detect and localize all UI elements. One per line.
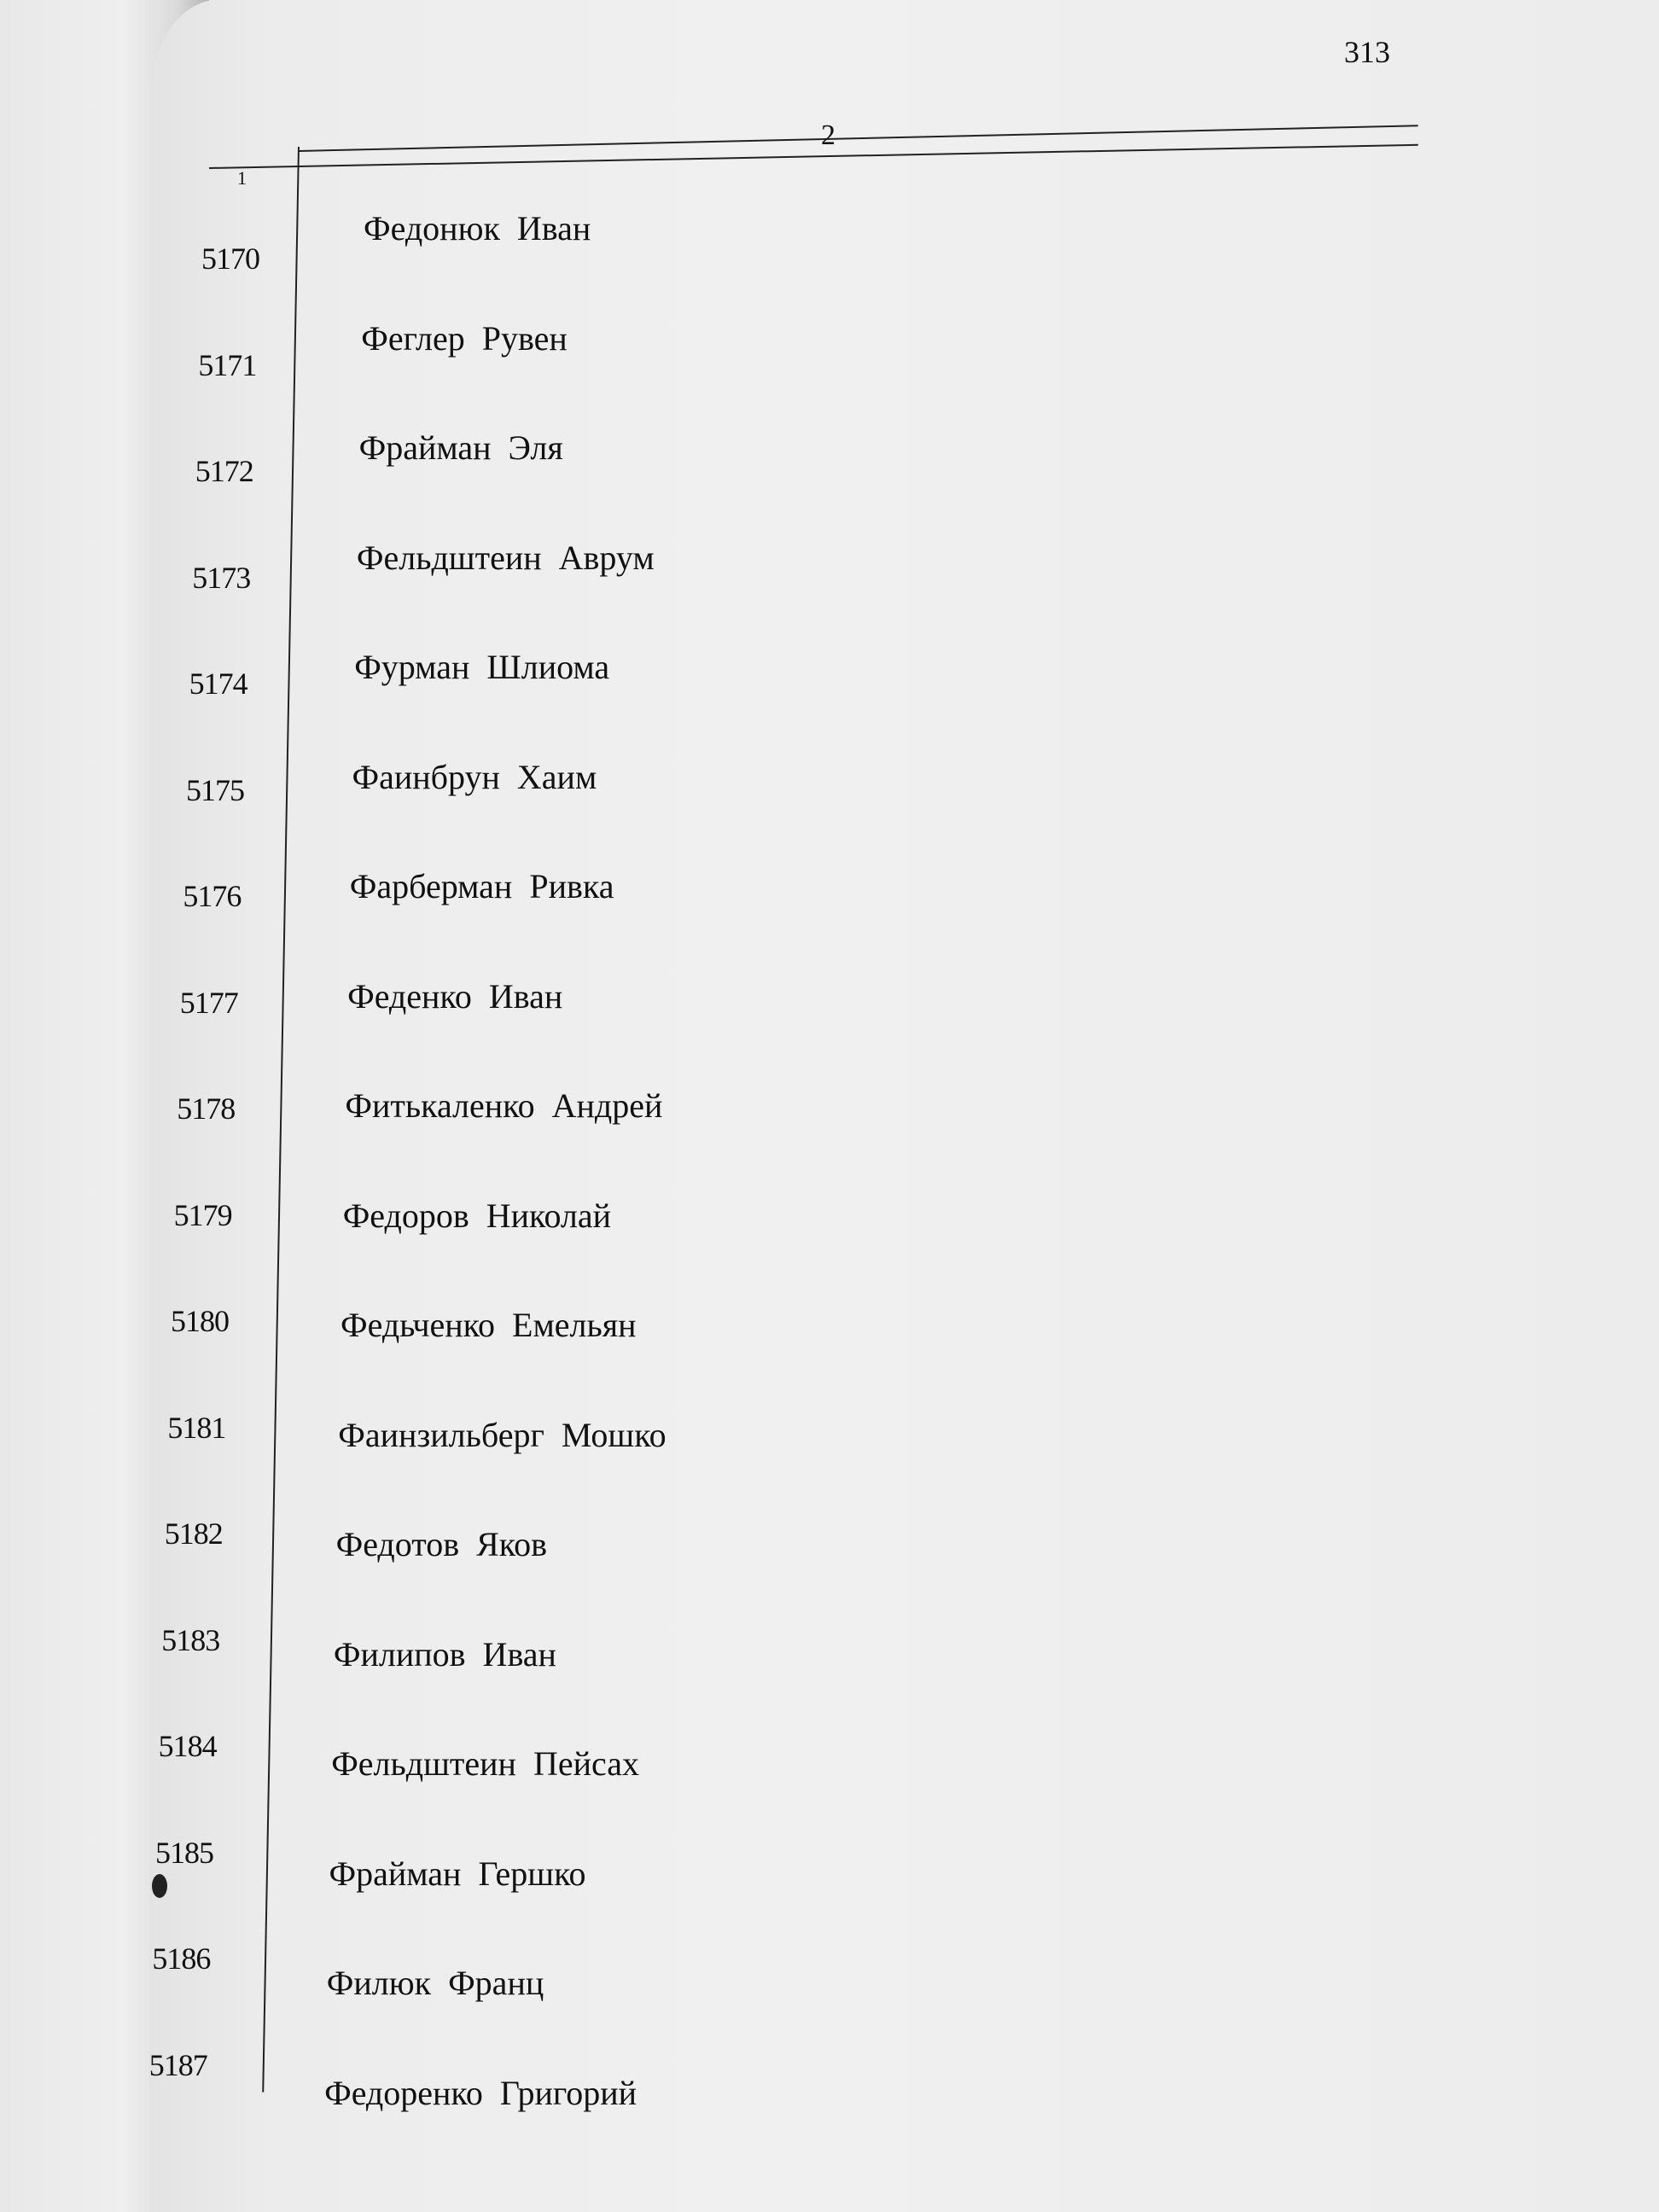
entry-name: Филипов Иван [333,1634,556,1674]
column-header-name: 2 [821,119,835,151]
entry-number: 5175 [186,772,244,807]
entry-number: 5174 [189,667,247,701]
entry-number: 5178 [177,1091,236,1126]
entry-number: 5179 [173,1197,232,1232]
entry-name: Федоров Николай [342,1196,612,1235]
entry-name: Фельдштеин Аврум [356,538,655,577]
entry-number: 5184 [158,1729,217,1763]
entry-number: 5172 [195,454,253,488]
entry-name: Феглер Рувен [361,318,568,358]
entry-name: Феденко Иван [347,976,563,1016]
entry-name: Фурман Шлиома [354,648,610,686]
entry-number: 5170 [201,242,259,276]
entry-name: Федьченко Емельян [341,1306,637,1344]
entry-name: Филюк Франц [326,1964,544,2002]
column-header-number: 1 [237,167,247,189]
entry-number: 5177 [179,985,238,1020]
entry-name: Фаинбрун Хаим [352,757,597,796]
entry-number: 5176 [183,879,242,913]
entry-name: Федонюк Иван [364,209,591,247]
entry-number: 5173 [192,560,251,595]
entry-number: 5180 [171,1304,229,1338]
entry-name: Фрайман Гершко [329,1854,586,1893]
entry-number: 5182 [164,1516,223,1551]
entry-number: 5187 [148,2047,207,2082]
entry-number: 5181 [167,1410,226,1445]
entry-number: 5171 [198,347,257,382]
entry-name: Фаинзильберг Мошко [338,1415,667,1454]
entry-name: Фрайман Эля [358,428,563,467]
entry-name: Фарберман Ривка [349,867,614,905]
entry-name: Фитькаленко Андрей [345,1086,663,1125]
entry-name: Фельдштеин Пейсах [331,1744,639,1783]
entry-number: 5185 [155,1835,213,1870]
page-hole [152,1874,167,1898]
entry-name: Федоренко Григорий [324,2073,637,2112]
entry-number: 5183 [161,1622,220,1657]
entry-number: 5186 [152,1941,211,1976]
entry-name: Федотов Яков [335,1525,548,1563]
page-number: 313 [1344,35,1390,69]
